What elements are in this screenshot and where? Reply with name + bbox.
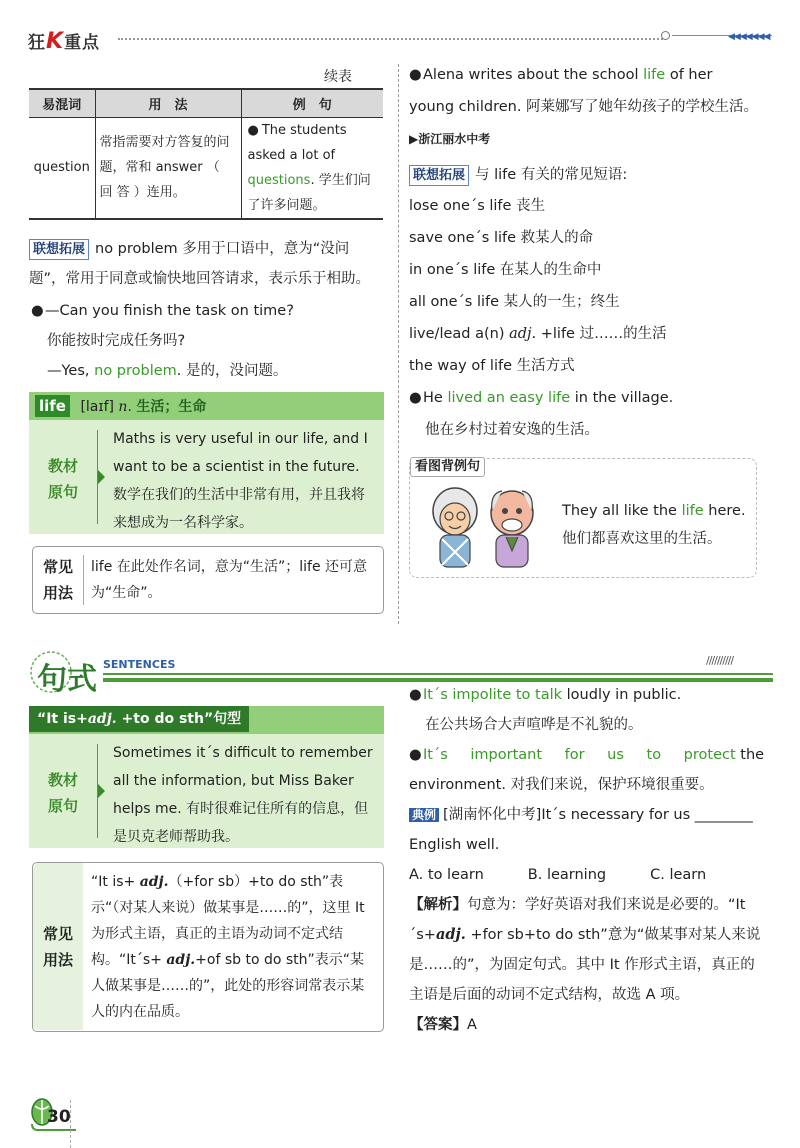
pattern-example-2-highlight: It´s important for us to protect — [423, 747, 736, 763]
analysis-text-b: +for sb+to do sth”意为“做某事对某人来说是……的”，为固定句式。其中 It 作形式主语，真正的主语是后面的动词不定式结构，故选 A 项。 — [409, 927, 761, 1003]
picture-caption-zh: 他们都喜欢这里的生活。 — [562, 531, 722, 547]
answer-value: A — [467, 1017, 477, 1033]
pattern-example-1-zh: 在公共场合大声喧哗是不礼貌的。 — [425, 717, 643, 733]
analysis-adj: adj. — [435, 926, 466, 943]
continued-label: 续表 — [324, 69, 352, 85]
bullet-icon: ● — [409, 390, 422, 406]
dialog-line-3-highlight: no problem — [94, 363, 177, 379]
common-adj-1: adj. — [139, 874, 169, 890]
pattern-tab-head: “It is+ — [37, 711, 88, 727]
typical-source: [湖南怀化中考] — [443, 807, 542, 823]
orig-label-line-1: 教材 — [47, 771, 78, 789]
common-text — [91, 869, 377, 1025]
bullet-icon: ● — [409, 67, 422, 83]
orig-text: Sometimes it´s difficult to remember all the information, but Miss Baker helps me. 有时很难记住所有的信息，但是贝克老师帮助我。 — [113, 745, 373, 845]
phonetic: [laɪf] — [80, 399, 114, 415]
pattern-tab-adj: adj. — [87, 711, 117, 727]
common-text-c: +of sb to do sth”表示“某人做某事是……的”，此处的形容词常表示某人的内在品质。 — [91, 952, 365, 1020]
phrase-item — [409, 318, 761, 350]
common-usage-box — [32, 546, 384, 614]
orig-label — [43, 767, 83, 819]
example-highlight: questions — [247, 172, 311, 188]
phrase-item: in one´s life 在某人的生命中 — [409, 262, 602, 278]
phrase-item: lose one´s life 丧生 — [409, 198, 546, 214]
assoc-tag: 联想拓展 — [29, 239, 89, 260]
word-box: life — [35, 395, 70, 417]
example-text-tail: . 学生们问了许多问题。 — [247, 172, 371, 213]
table-cell-word: question — [29, 117, 95, 219]
pattern-example-1-highlight: It´s impolite to talk — [423, 687, 563, 703]
orig-text — [113, 425, 377, 537]
pattern-tab-tail: +to do sth”句型 — [116, 711, 242, 727]
pattern-example-1 — [409, 680, 765, 710]
analysis-label: 【解析】 — [409, 897, 467, 913]
bullet-icon: ● — [409, 747, 422, 763]
section-slashes-decoration: ////////// — [706, 654, 734, 667]
picture-caption-en-head: They all like the — [562, 503, 682, 519]
assoc2-intro-line — [409, 160, 761, 190]
assoc2-example-tail: in the village. — [570, 390, 674, 406]
orig-label-line-2: 原句 — [47, 483, 78, 501]
common-label-line-1: 常见 — [43, 925, 74, 943]
orig-label — [43, 453, 83, 505]
dialog-line-3 — [31, 356, 385, 386]
orig-label-line-1: 教材 — [47, 457, 78, 475]
pattern-example-1-tail: loudly in public. — [562, 687, 682, 703]
common-label-line-2: 用法 — [43, 951, 74, 969]
page-number: 30 — [47, 1107, 71, 1127]
dialog-line-2: 你能按时完成任务吗? — [47, 333, 186, 349]
life-example-tail: of her young children. 阿莱娜写了她年幼孩子的学校生活。 — [409, 67, 759, 115]
orig-text-zh: 数学在我们的生活中非常有用，并且我将来想成为一名科学家。 — [113, 487, 365, 531]
dialog-line-3-tail: . 是的，没问题。 — [176, 363, 288, 379]
phrase5-adj: adj. — [509, 326, 537, 342]
footer-divider — [70, 1100, 71, 1148]
phrase5-head: live/lead a(n) — [409, 326, 510, 342]
typical-tag: 典例 — [409, 808, 439, 822]
assoc2-example — [409, 382, 761, 414]
picture-caption-en-highlight: life — [681, 503, 704, 519]
brand-logo — [28, 28, 100, 54]
picture-caption-en-tail: here. — [703, 503, 746, 519]
pattern-examples — [409, 680, 765, 1040]
table-header-usage: 用 法 — [95, 89, 241, 117]
life-example-text: Alena writes about the school — [423, 67, 644, 83]
answer-label: 【答案】 — [409, 1017, 467, 1033]
exam-source: ▶浙江丽水中考 — [409, 132, 491, 146]
table-header-word: 易混词 — [29, 89, 95, 117]
section-rule-thin — [103, 673, 773, 675]
pattern-example-2-tail: the environment. 对我们来说，保护环境很重要。 — [409, 747, 765, 793]
dialog-line-1 — [31, 296, 385, 326]
assoc2-example-zh: 他在乡村过着安逸的生活。 — [425, 422, 599, 438]
table-row — [29, 117, 383, 219]
example-text: The students asked a lot of — [247, 122, 347, 163]
common-text-b: （+for sb）+to do sth”表示“（对某人来说）做某事是……的”，这里 It 为形式主语，真正的主语为动词不定式结构。“It´s+ — [91, 874, 365, 968]
answer — [409, 1010, 765, 1040]
picture-label: 看图背例句 — [410, 457, 485, 477]
common-adj-2: adj. — [166, 952, 196, 968]
life-example-highlight: life — [643, 67, 666, 83]
textbook-original-block — [29, 420, 384, 534]
phrase-item: all one´s life 某人的一生；终生 — [409, 294, 620, 310]
orig-label-line-2: 原句 — [47, 797, 78, 815]
orig-text-en: Maths is very useful in our life, and I want to be a scientist in the future. — [113, 431, 368, 475]
pattern-common-usage-box — [32, 862, 384, 1032]
arrow-right-icon — [98, 470, 105, 484]
pattern-example-2 — [409, 740, 765, 800]
picture-example-box — [409, 458, 757, 578]
bullet-icon: ● — [247, 122, 259, 138]
word-entry-band — [29, 392, 384, 420]
common-text: life 在此处作名词，意为“生活”；life 还可意为“生命”。 — [91, 559, 368, 601]
table-cell-usage: 常指需要对方答复的问题，常和 answer （ 回 答 ）连用。 — [95, 117, 241, 219]
picture-caption-en — [562, 497, 752, 525]
arrow-right-icon — [98, 784, 105, 798]
options-row — [409, 860, 765, 890]
common-label-line-2: 用法 — [43, 584, 74, 602]
phrase-item: the way of life 生活方式 — [409, 358, 575, 374]
brand-prefix: 狂 — [28, 33, 46, 53]
header-arrows-icon: ◀◀◀◀◀◀◀ — [728, 32, 770, 42]
option-a: A. to learn — [409, 867, 484, 883]
confusable-words-table — [29, 88, 383, 220]
header-dotted-rule — [118, 38, 663, 40]
assoc-block-2 — [409, 160, 761, 446]
assoc-block-1 — [29, 234, 385, 294]
option-b: B. learning — [527, 867, 607, 883]
assoc2-example-highlight: lived an easy life — [447, 390, 571, 406]
typical-question-text: It´s necessary for us ________ English well. — [409, 807, 753, 853]
dialog-line-3-head: —Yes, — [47, 363, 95, 379]
brand-k: K — [46, 29, 65, 54]
table-header-example: 例 句 — [241, 89, 383, 117]
pattern-tab — [29, 706, 249, 732]
phrase5-tail: +life 过……的生活 — [536, 326, 667, 342]
assoc-tag-2: 联想拓展 — [409, 165, 469, 186]
common-text-a: “It is+ — [91, 874, 140, 890]
assoc-example-1 — [31, 296, 385, 386]
assoc2-example-head: He — [423, 390, 448, 406]
typical-question — [409, 800, 765, 860]
column-divider — [398, 64, 399, 624]
header-circle-icon — [661, 31, 670, 40]
analysis-text-a: 句意为：学好英语对我们来说是必要的。“It´s+ — [409, 897, 746, 943]
table-cell-example — [241, 117, 383, 219]
pattern-original-block — [29, 734, 384, 848]
bullet-icon: ● — [31, 303, 44, 319]
assoc-text: no problem 多用于口语中，意为“没问题”，常用于同意或愉快地回答请求，表示乐于相助。 — [29, 241, 371, 287]
section-title: 句式 — [37, 662, 97, 697]
phrase-item: save one´s life 救某人的命 — [409, 230, 594, 246]
option-c: C. learn — [650, 867, 707, 883]
brand-suffix: 重点 — [64, 33, 101, 53]
common-label-line-1: 常见 — [43, 558, 74, 576]
dialog-line-1-text: —Can you finish the task on time? — [45, 303, 294, 319]
common-label — [43, 554, 73, 606]
bullet-icon: ● — [409, 687, 422, 703]
life-example-block — [409, 59, 761, 155]
picture-caption — [562, 497, 752, 553]
common-divider — [83, 555, 84, 605]
pattern-band — [29, 706, 384, 734]
part-of-speech: n. — [118, 399, 132, 415]
word-meaning: 生活；生命 — [136, 399, 207, 415]
section-subtitle: SENTENCES — [103, 658, 176, 671]
analysis — [409, 890, 765, 1010]
grandparents-illustration — [420, 481, 550, 571]
common-label — [43, 921, 73, 973]
table-header-row — [29, 89, 383, 117]
assoc2-intro: 与 life 有关的常见短语: — [475, 167, 628, 183]
